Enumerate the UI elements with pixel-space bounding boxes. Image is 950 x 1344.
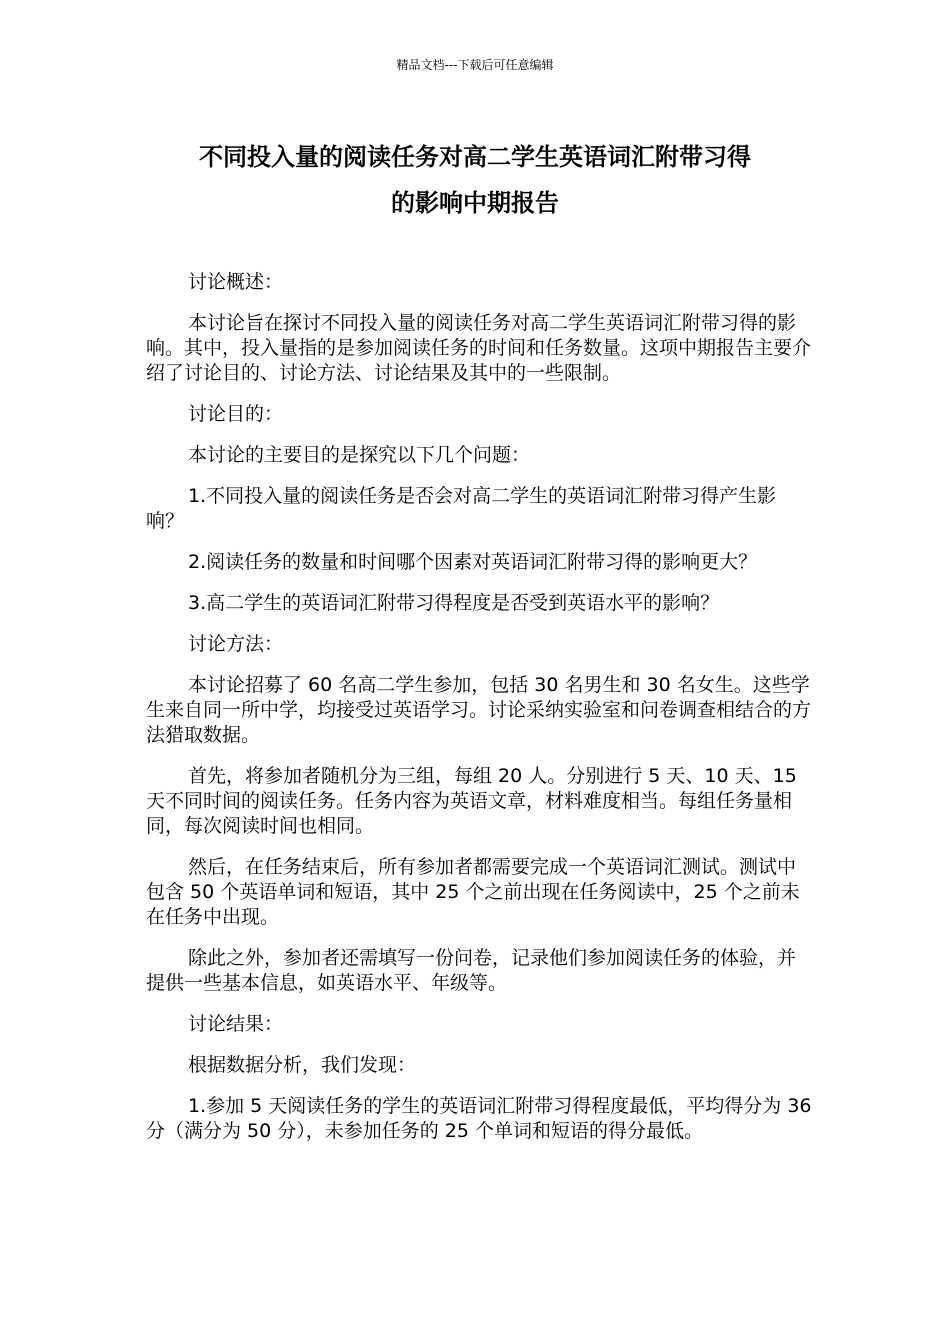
paragraph: 本讨论旨在探讨不同投入量的阅读任务对高二学生英语词汇附带习得的影响。其中，投入量指的是参加阅读任务的时间和任务数量。这项中期报告主要介绍了讨论目的、讨论方法、讨论结果及其中的一些限制。 <box>146 312 812 384</box>
title-line-1: 不同投入量的阅读任务对高二学生英语词汇附带习得 <box>199 143 751 171</box>
paragraph: 首先，将参加者随机分为三组，每组 20 人。分别进行 5 天、10 天、15 天不同时间的阅读任务。任务内容为英语文章，材料难度相当。每组任务量相同，每次阅读时间也相同。 <box>146 765 797 837</box>
paragraph: 除此之外，参加者还需填写一份问卷，记录他们参加阅读任务的体验，并提供一些基本信息，如英语水平、年级等。 <box>146 947 797 994</box>
paragraph: 然后，在任务结束后，所有参加者都需要完成一个英语词汇测试。测试中包含 50 个英语单词和短语，其中 25 个之前出现在任务阅读中，25 个之前未在任务中出现。 <box>146 856 800 928</box>
section-heading-purpose: 讨论目的： <box>188 403 284 425</box>
paragraph: 本讨论的主要目的是探究以下几个问题： <box>188 444 531 466</box>
section-heading-results: 讨论结果： <box>188 1013 284 1035</box>
list-item: 3.高二学生的英语词汇附带习得程度是否受到英语水平的影响？ <box>188 592 720 614</box>
document-title <box>130 134 820 226</box>
section-heading-overview: 讨论概述： <box>188 271 284 293</box>
list-item: 1.参加 5 天阅读任务的学生的英语词汇附带习得程度最低，平均得分为 36 分（满分为 50 分），未参加任务的 25 个单词和短语的得分最低。 <box>146 1095 812 1142</box>
section-heading-method: 讨论方法： <box>188 633 284 655</box>
document-body <box>146 270 812 1160</box>
paragraph: 根据数据分析，我们发现： <box>188 1054 417 1076</box>
list-item: 1.不同投入量的阅读任务是否会对高二学生的英语词汇附带习得产生影响？ <box>146 485 777 532</box>
list-item: 2.阅读任务的数量和时间哪个因素对英语词汇附带习得的影响更大？ <box>188 551 758 573</box>
title-line-2: 的影响中期报告 <box>391 189 559 217</box>
page-header: 精品文档---下载后可任意编辑 <box>396 58 554 72</box>
paragraph: 本讨论招募了 60 名高二学生参加，包括 30 名男生和 30 名女生。这些学生来自同一所中学，均接受过英语学习。讨论采纳实验室和问卷调查相结合的方法猎取数据。 <box>146 674 812 746</box>
